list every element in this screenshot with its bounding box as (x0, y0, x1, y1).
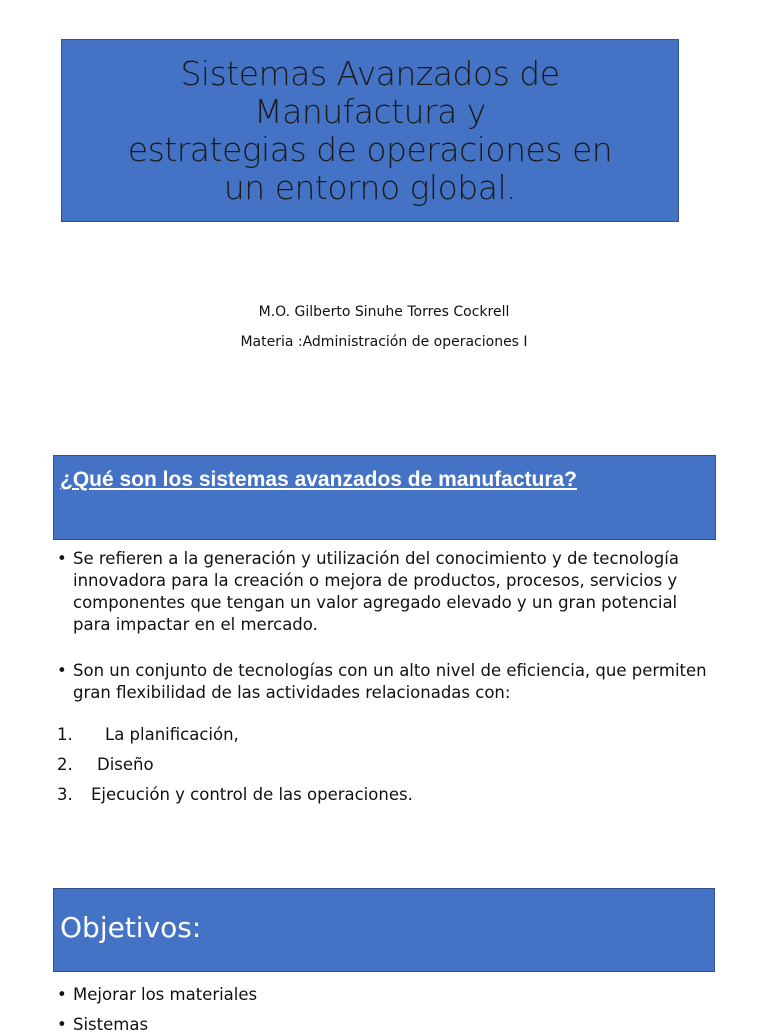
bullet-item: • Se refieren a la generación y utilización del conocimiento y de tecnología innovadora para la creación o mejora de productos, procesos, servicios y componentes que tengan un valor agregado elevado y un gran potencial para impactar en el mercado. (57, 548, 717, 636)
bullet-item: • Mejorar los materiales (57, 984, 257, 1006)
title-box (61, 39, 679, 222)
definition-bullet-list (57, 548, 717, 704)
bullet-item: • Sistemas (57, 1014, 257, 1036)
list-text: Diseño (97, 755, 154, 774)
question-heading-box (53, 455, 716, 540)
list-number: 3. (57, 785, 73, 804)
list-text: Ejecución y control de las operaciones. (91, 785, 413, 804)
bullet-item: • Son un conjunto de tecnologías con un alto nivel de eficiencia, que permiten gran flexibilidad de las actividades relacionadas con: (57, 660, 717, 704)
objectives-bullet-list (57, 984, 257, 1036)
course-line: Materia :Administración de operaciones I (240, 334, 528, 350)
objectives-heading: Objetivos: (60, 911, 202, 944)
list-text: La planificación, (105, 725, 239, 744)
list-number: 1. (57, 725, 73, 744)
objectives-heading-box (53, 888, 715, 972)
slide-title: Sistemas Avanzados de Manufactura y estrategias de operaciones en un entorno global. (127, 53, 613, 207)
list-number: 2. (57, 755, 73, 774)
author-line: M.O. Gilberto Sinuhe Torres Cockrell (258, 304, 510, 320)
question-heading: ¿Qué son los sistemas avanzados de manufactura? (60, 468, 577, 491)
